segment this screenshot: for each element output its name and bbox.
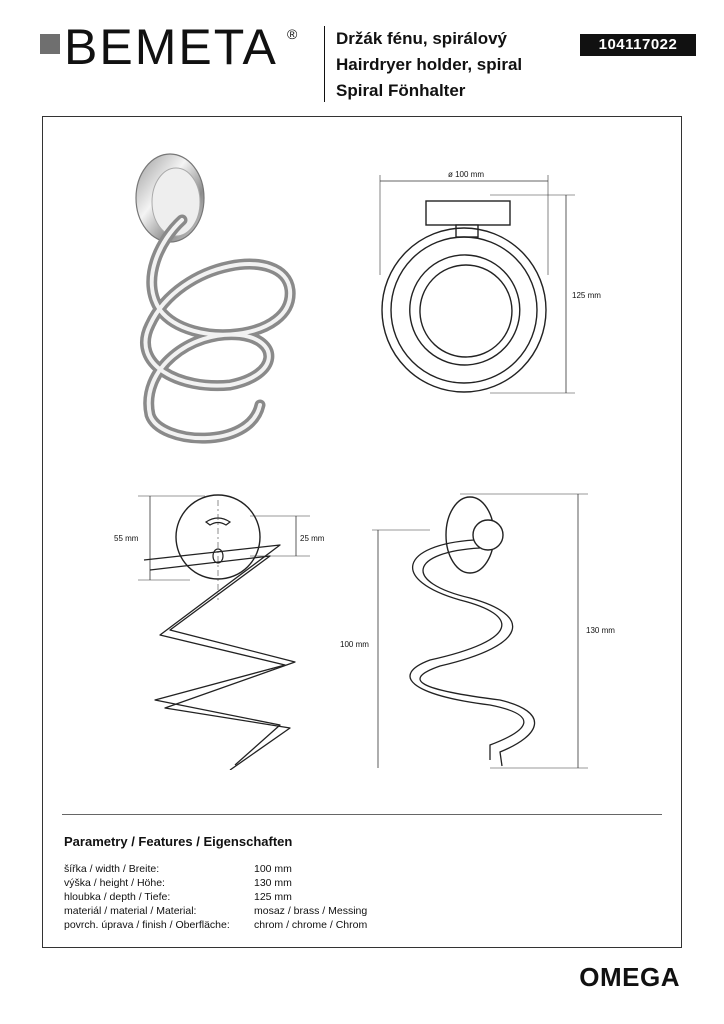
series-name: OMEGA xyxy=(579,962,680,992)
brand-logo: BEMETA xyxy=(64,19,278,75)
spec-value: chrom / chrome / Chrom xyxy=(254,919,368,931)
title-english: Hairdryer holder, spiral xyxy=(336,55,523,74)
front-inner-height-dimension: 100 mm xyxy=(340,640,369,649)
spec-value: 125 mm xyxy=(254,891,292,903)
features-heading: Parametry / Features / Eigenschaften xyxy=(64,834,293,849)
spec-label: šířka / width / Breite: xyxy=(64,863,160,875)
product-code: 104117022 xyxy=(580,34,696,56)
spec-label: materiál / material / Material: xyxy=(64,905,197,917)
hole-spacing-dimension: 25 mm xyxy=(300,534,325,543)
side-height-dimension: 125 mm xyxy=(572,291,601,300)
spec-label: hloubka / depth / Tiefe: xyxy=(64,891,171,903)
header-divider xyxy=(324,26,325,102)
features-divider xyxy=(62,814,662,815)
spec-label: výška / height / Höhe: xyxy=(64,877,165,889)
product-photo xyxy=(120,150,310,450)
registered-mark: ® xyxy=(287,26,298,42)
back-height-dimension: 55 mm xyxy=(114,534,139,543)
top-view-drawing xyxy=(370,165,610,405)
diameter-dimension: ø 100 mm xyxy=(448,170,485,179)
logo-mark xyxy=(40,34,60,54)
title-german: Spiral Fönhalter xyxy=(336,81,466,100)
title-czech: Držák fénu, spirálový xyxy=(336,29,508,48)
spec-label: povrch. úprava / finish / Oberfläche: xyxy=(64,919,230,931)
front-total-height-dimension: 130 mm xyxy=(586,626,615,635)
spec-value: 130 mm xyxy=(254,877,292,889)
spec-value: mosaz / brass / Messing xyxy=(254,905,368,917)
spec-value: 100 mm xyxy=(254,863,292,875)
front-view-drawing xyxy=(370,490,600,780)
back-view-drawing xyxy=(130,490,330,770)
